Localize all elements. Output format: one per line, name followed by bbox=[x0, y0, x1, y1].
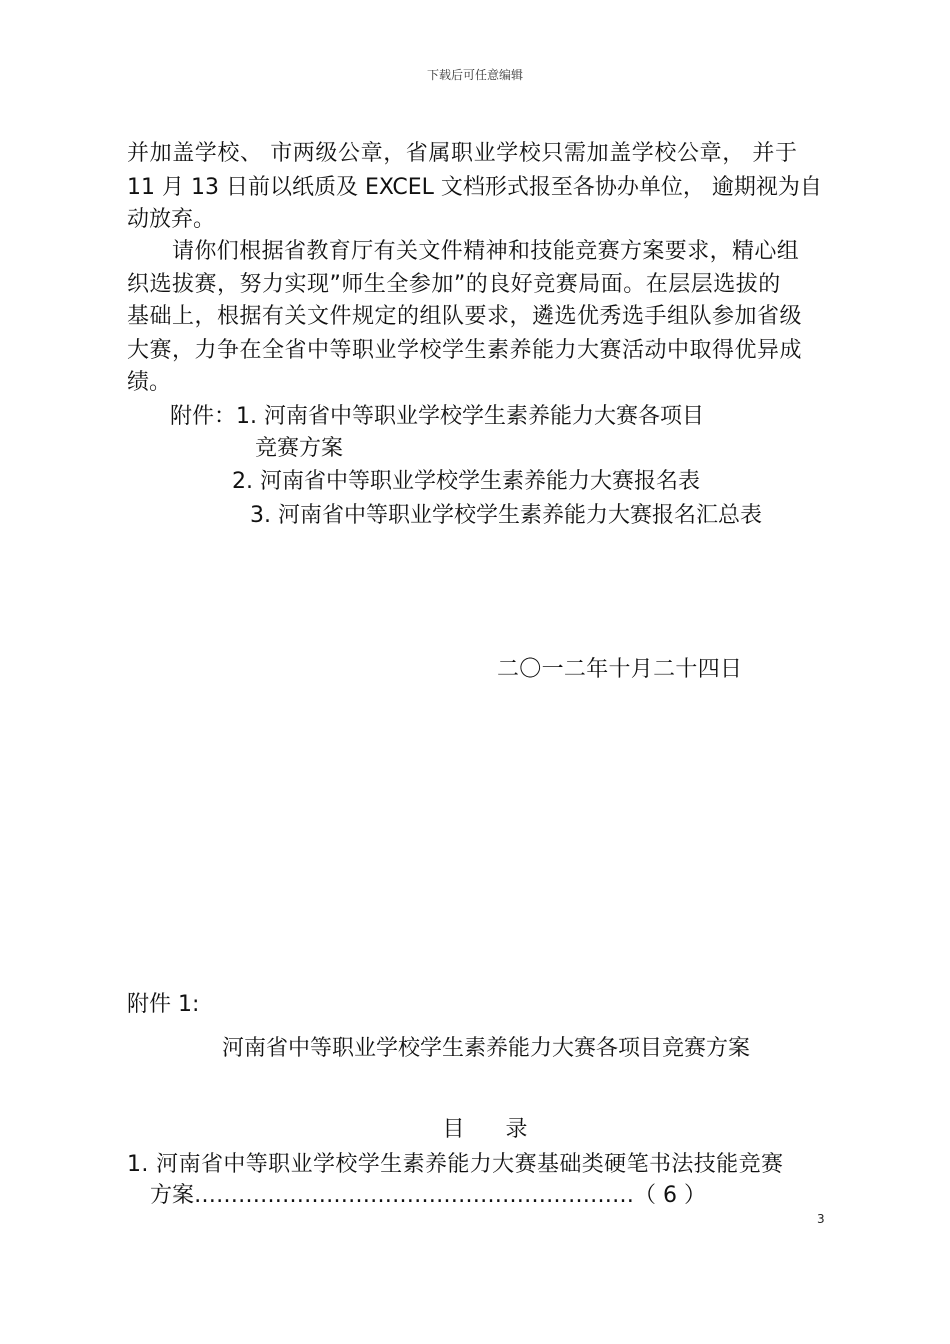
appendix-label: 附件 1: bbox=[127, 992, 200, 1017]
body-line-6: 基础上，根据有关文件规定的组队要求，遴选优秀选手组队参加省级 bbox=[127, 304, 803, 329]
body-line-5: 织选拔赛，努力实现”师生全参加”的良好竞赛局面。在层层选拔的 bbox=[127, 272, 781, 297]
toc-entry-1-line-2: 方案……………………………………………………（ 6 ） bbox=[150, 1183, 706, 1208]
attachment-item-1: 附件：1. 河南省中等职业学校学生素养能力大赛各项目 bbox=[170, 404, 704, 429]
appendix-title: 河南省中等职业学校学生素养能力大赛各项目竞赛方案 bbox=[221, 1036, 750, 1061]
attachment-item-1-continued: 竞赛方案 bbox=[255, 436, 344, 461]
page-number: 3 bbox=[817, 1212, 825, 1226]
toc-entry-1-line-1: 1. 河南省中等职业学校学生素养能力大赛基础类硬笔书法技能竞赛 bbox=[127, 1152, 784, 1177]
body-line-4: 请你们根据省教育厅有关文件精神和技能竞赛方案要求，精心组 bbox=[172, 239, 800, 264]
body-line-2: 11 月 13 日前以纸质及 EXCEL 文档形式报至各协办单位， 逾期视为自 bbox=[127, 175, 822, 200]
body-line-1: 并加盖学校、 市两级公章，省属职业学校只需加盖学校公章， 并于 bbox=[127, 141, 798, 166]
document-date: 二〇一二年十月二十四日 bbox=[497, 657, 743, 682]
attachment-item-3: 3. 河南省中等职业学校学生素养能力大赛报名汇总表 bbox=[250, 503, 762, 528]
body-line-3: 动放弃。 bbox=[127, 207, 216, 232]
toc-title: 目 录 bbox=[442, 1117, 528, 1142]
attachment-item-2: 2. 河南省中等职业学校学生素养能力大赛报名表 bbox=[232, 469, 700, 494]
body-line-7: 大赛，力争在全省中等职业学校学生素养能力大赛活动中取得优异成 bbox=[127, 338, 803, 363]
body-line-8: 绩。 bbox=[127, 370, 172, 395]
header-note: 下载后可任意编辑 bbox=[426, 68, 523, 82]
